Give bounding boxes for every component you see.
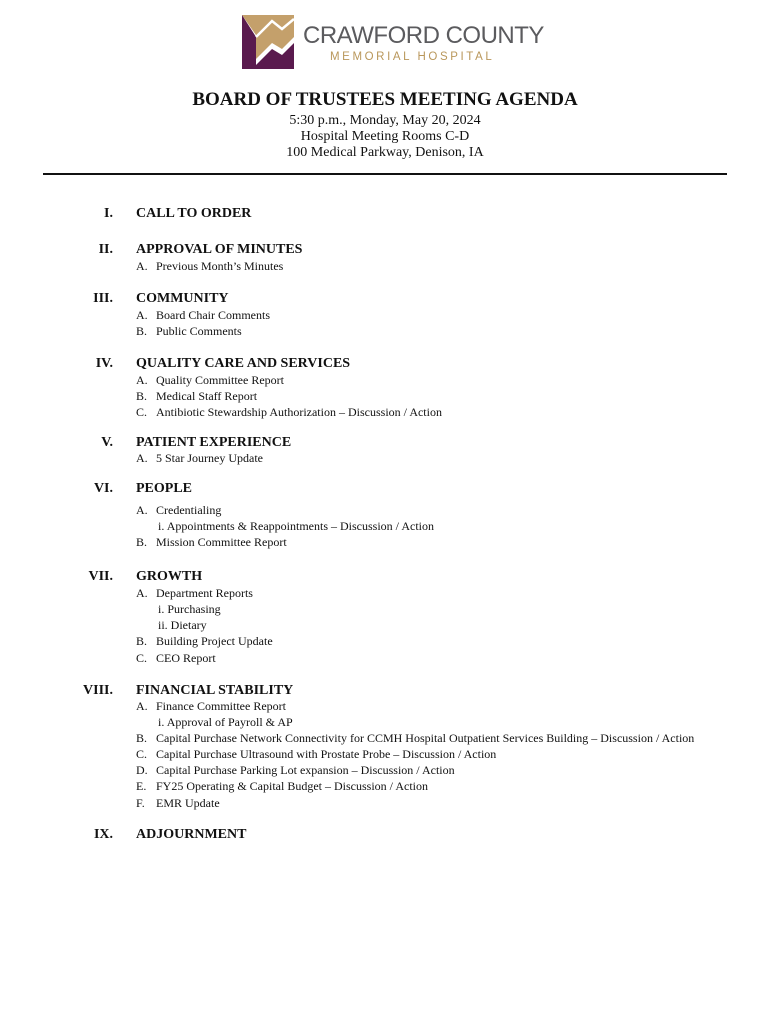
item-text: Quality Committee Report [156,373,284,387]
agenda-subitem [158,715,293,730]
item-text: Public Comments [156,324,242,338]
hospital-logo-icon [242,15,294,69]
agenda-item [136,324,242,339]
item-letter: F. [136,796,145,810]
item-text: Antibiotic Stewardship Authorization – Discussion / Action [156,405,442,419]
section-title: PEOPLE [136,481,193,496]
agenda-item [136,405,442,420]
org-name: CRAWFORD COUNTY [303,22,544,49]
subitem-roman: ii. [158,618,168,632]
section-number: IV. [95,356,113,371]
agenda-item [136,731,694,746]
agenda-item [136,373,284,388]
subitem-roman: i. [158,519,165,533]
item-letter: A. [136,259,148,273]
item-text: 5 Star Journey Update [156,451,263,465]
agenda-subitem [158,602,221,617]
agenda-item [136,699,286,714]
subitem-text: Appointments & Reappointments – Discussion / Action [166,519,435,533]
agenda-item [136,535,287,550]
section-number: VIII. [83,683,113,698]
meeting-address: 100 Medical Parkway, Denison, IA [286,145,484,160]
subitem-text: Dietary [170,618,207,632]
section-title: PATIENT EXPERIENCE [136,435,292,450]
item-letter: B. [136,324,148,338]
section-title: GROWTH [136,569,203,584]
section-title: COMMUNITY [136,291,229,306]
agenda-item [136,747,496,762]
section-title: FINANCIAL STABILITY [136,683,294,698]
item-letter: B. [136,634,148,648]
agenda-subitem [158,519,434,534]
section-number: II. [98,242,113,257]
item-text: Medical Staff Report [156,389,258,403]
agenda-item [136,451,263,466]
agenda-subitem [158,618,207,633]
item-letter: A. [136,308,148,322]
item-text: EMR Update [156,796,220,810]
item-letter: C. [136,747,148,761]
section-number: IX. [93,827,113,842]
section-title: QUALITY CARE AND SERVICES [136,356,351,371]
item-letter: B. [136,731,148,745]
page-title: BOARD OF TRUSTEES MEETING AGENDA [192,89,578,110]
agenda-item [136,586,253,601]
section-title: APPROVAL OF MINUTES [136,242,303,257]
item-text: Building Project Update [156,634,273,648]
agenda-item [136,389,257,404]
agenda-item [136,634,273,649]
subitem-roman: i. [158,602,165,616]
item-letter: B. [136,389,148,403]
item-text: Credentialing [156,503,222,517]
agenda-item [136,763,455,778]
subitem-text: Purchasing [167,602,221,616]
item-text: Capital Purchase Network Connectivity for CCMH Hospital Outpatient Services Building – Discussion / Action [156,731,695,745]
subitem-text: Approval of Payroll & AP [166,715,293,729]
item-text: Board Chair Comments [156,308,270,322]
section-title: ADJOURNMENT [136,827,247,842]
agenda-item [136,651,216,666]
item-text: CEO Report [156,651,216,665]
item-letter: A. [136,586,148,600]
item-letter: A. [136,373,148,387]
section-number: I. [104,206,113,221]
agenda-item [136,259,283,274]
item-letter: B. [136,535,148,549]
agenda-item [136,503,221,518]
item-letter: E. [136,779,147,793]
section-number: V. [101,435,113,450]
item-text: Previous Month’s Minutes [156,259,284,273]
item-text: Capital Purchase Ultrasound with Prostate Probe – Discussion / Action [156,747,497,761]
item-text: Capital Purchase Parking Lot expansion – Discussion / Action [156,763,455,777]
item-letter: A. [136,699,148,713]
item-letter: A. [136,451,148,465]
subitem-roman: i. [158,715,165,729]
item-letter: D. [136,763,148,777]
agenda-item [136,779,428,794]
item-letter: C. [136,651,148,665]
agenda-item [136,796,220,811]
section-title: CALL TO ORDER [136,206,252,221]
item-text: Finance Committee Report [156,699,286,713]
item-text: Department Reports [156,586,253,600]
header-divider [43,173,727,175]
item-text: FY25 Operating & Capital Budget – Discussion / Action [156,779,428,793]
agenda-item [136,308,270,323]
section-number: III. [93,291,113,306]
meeting-location: Hospital Meeting Rooms C-D [300,129,470,144]
item-letter: A. [136,503,148,517]
section-number: VII. [88,569,113,584]
section-number: VI. [93,481,113,496]
org-subtitle: MEMORIAL HOSPITAL [330,51,495,63]
meeting-time: 5:30 p.m., Monday, May 20, 2024 [289,113,481,128]
item-letter: C. [136,405,148,419]
item-text: Mission Committee Report [156,535,287,549]
